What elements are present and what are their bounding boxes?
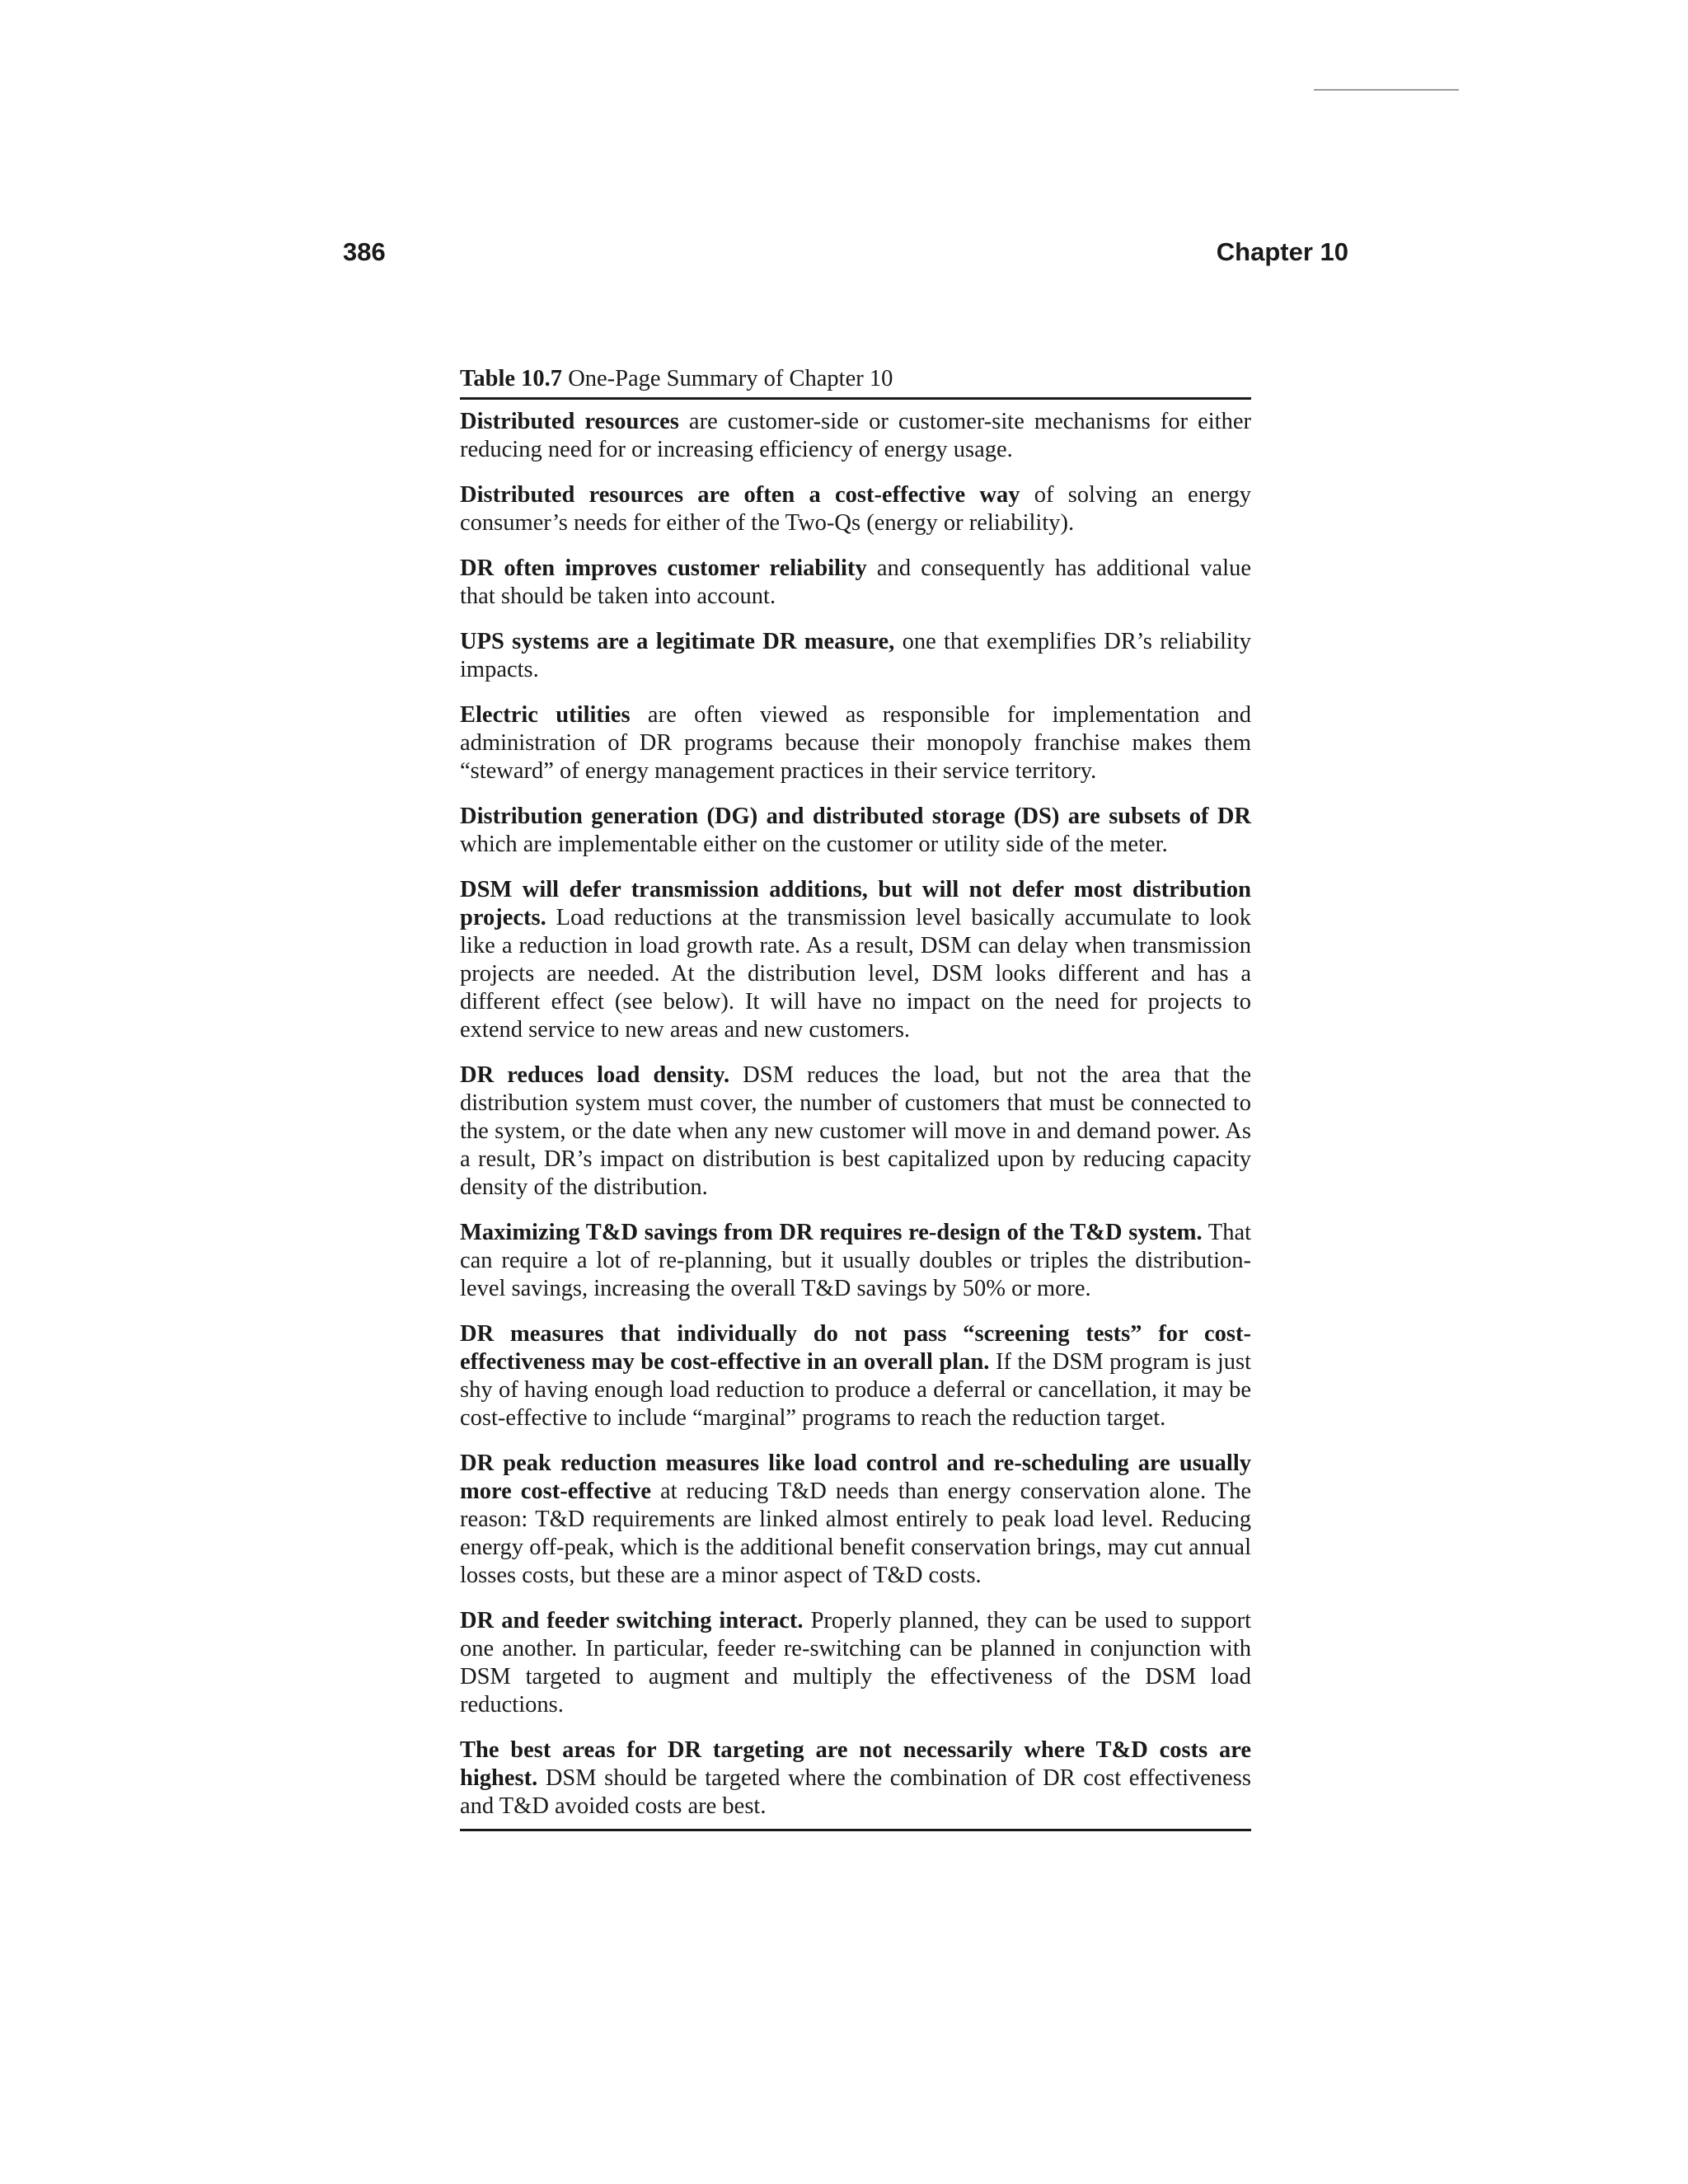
entry-lead: UPS systems are a legitimate DR measure, (460, 629, 895, 654)
summary-entry (460, 803, 1251, 859)
summary-entry (460, 408, 1251, 464)
summary-entry (460, 1219, 1251, 1303)
entry-body: at reducing T&D needs than energy conservation alone. The reason: T&D requirements are linked almost entirely to peak load level. Reducing energy off-peak, which is the additional benefit conservation brings, may cut annual losses costs, but these are a minor aspect of T&D costs. (460, 1479, 1251, 1588)
summary-table (460, 364, 1251, 1831)
entry-body: of solving an energy consumer’s needs for either of the Two-Qs (energy or reliability). (460, 482, 1252, 536)
page-number: 386 (343, 237, 386, 266)
chapter-label: Chapter 10 (1216, 237, 1348, 266)
summary-entry (460, 1736, 1251, 1821)
entry-body: DSM reduces the load, but not the area that the distribution system must cover, the number of customers that must be connected to the system, or the date when any new customer will move in and demand power. As a result, DR’s impact on distribution is best capitalized upon by reducing capacity density of the distribution. (460, 1062, 1251, 1200)
entry-lead: DR reduces load density. (460, 1062, 730, 1088)
table-bottom-rule (460, 1829, 1251, 1831)
summary-entry (460, 481, 1251, 537)
entry-body: If the DSM program is just shy of having enough load reduction to produce a deferral or cancellation, it may be cost-effective to include “marginal” programs to reach the reduction target. (460, 1349, 1252, 1431)
entry-body: Properly planned, they can be used to support one another. In particular, feeder re-switching can be planned in conjunction with DSM targeted to augment and multiply the effectiveness of the DSM load reductions. (460, 1608, 1251, 1718)
table-entries (460, 400, 1251, 1821)
summary-entry (460, 1320, 1251, 1432)
table-caption (460, 364, 1251, 400)
entry-body: and consequently has additional value that should be taken into account. (460, 555, 1251, 609)
entry-body: Load reductions at the transmission level basically accumulate to look like a reduction in load growth rate. As a result, DSM can delay when transmission projects are needed. At the distribution level, DSM looks different and has a different effect (see below). It will have no impact on the need for projects to extend service to new areas and new customers. (460, 905, 1251, 1043)
entry-lead: Distribution generation (DG) and distributed storage (DS) are subsets of DR (460, 804, 1251, 829)
corner-decorative-rule (1314, 89, 1459, 91)
summary-entry (460, 876, 1251, 1044)
summary-entry (460, 701, 1251, 785)
running-header (343, 234, 1348, 275)
summary-entry (460, 1062, 1251, 1202)
summary-entry (460, 628, 1251, 684)
entry-lead: DR and feeder switching interact. (460, 1608, 804, 1633)
entry-lead: DSM will defer transmission additions, but will not defer most distribution projects. (460, 877, 1251, 930)
entry-body: are customer-side or customer-site mechanisms for either reducing need for or increasing efficiency of energy usage. (460, 409, 1251, 462)
summary-entry (460, 1607, 1251, 1719)
entry-lead: Distributed resources (460, 409, 679, 434)
summary-entry (460, 555, 1251, 611)
entry-body: That can require a lot of re-planning, but it usually doubles or triples the distribution-level savings, increasing the overall T&D savings by 50% or more. (460, 1220, 1252, 1301)
entry-lead: DR peak reduction measures like load control and re-scheduling are usually more cost-effective (460, 1451, 1251, 1504)
entry-body: are often viewed as responsible for implementation and administration of DR programs because their monopoly franchise makes them “steward” of energy management practices in their service territory. (460, 702, 1251, 784)
entry-lead: Distributed resources are often a cost-effective way (460, 482, 1020, 508)
entry-lead: The best areas for DR targeting are not necessarily where T&D costs are highest. (460, 1737, 1251, 1791)
entry-lead: Electric utilities (460, 702, 631, 728)
summary-entry (460, 1450, 1251, 1590)
entry-lead: DR measures that individually do not pass “screening tests” for cost-effectiveness may be cost-effective in an overall plan. (460, 1321, 1251, 1375)
entry-lead: DR often improves customer reliability (460, 555, 867, 581)
table-caption-title: One-Page Summary of Chapter 10 (568, 366, 893, 391)
entry-lead: Maximizing T&D savings from DR requires re-design of the T&D system. (460, 1220, 1203, 1245)
entry-body: one that exemplifies DR’s reliability impacts. (460, 629, 1251, 682)
table-caption-label: Table 10.7 (460, 366, 563, 391)
entry-body: DSM should be targeted where the combination of DR cost effectiveness and T&D avoided costs are best. (460, 1765, 1251, 1819)
entry-body: which are implementable either on the customer or utility side of the meter. (460, 832, 1168, 857)
